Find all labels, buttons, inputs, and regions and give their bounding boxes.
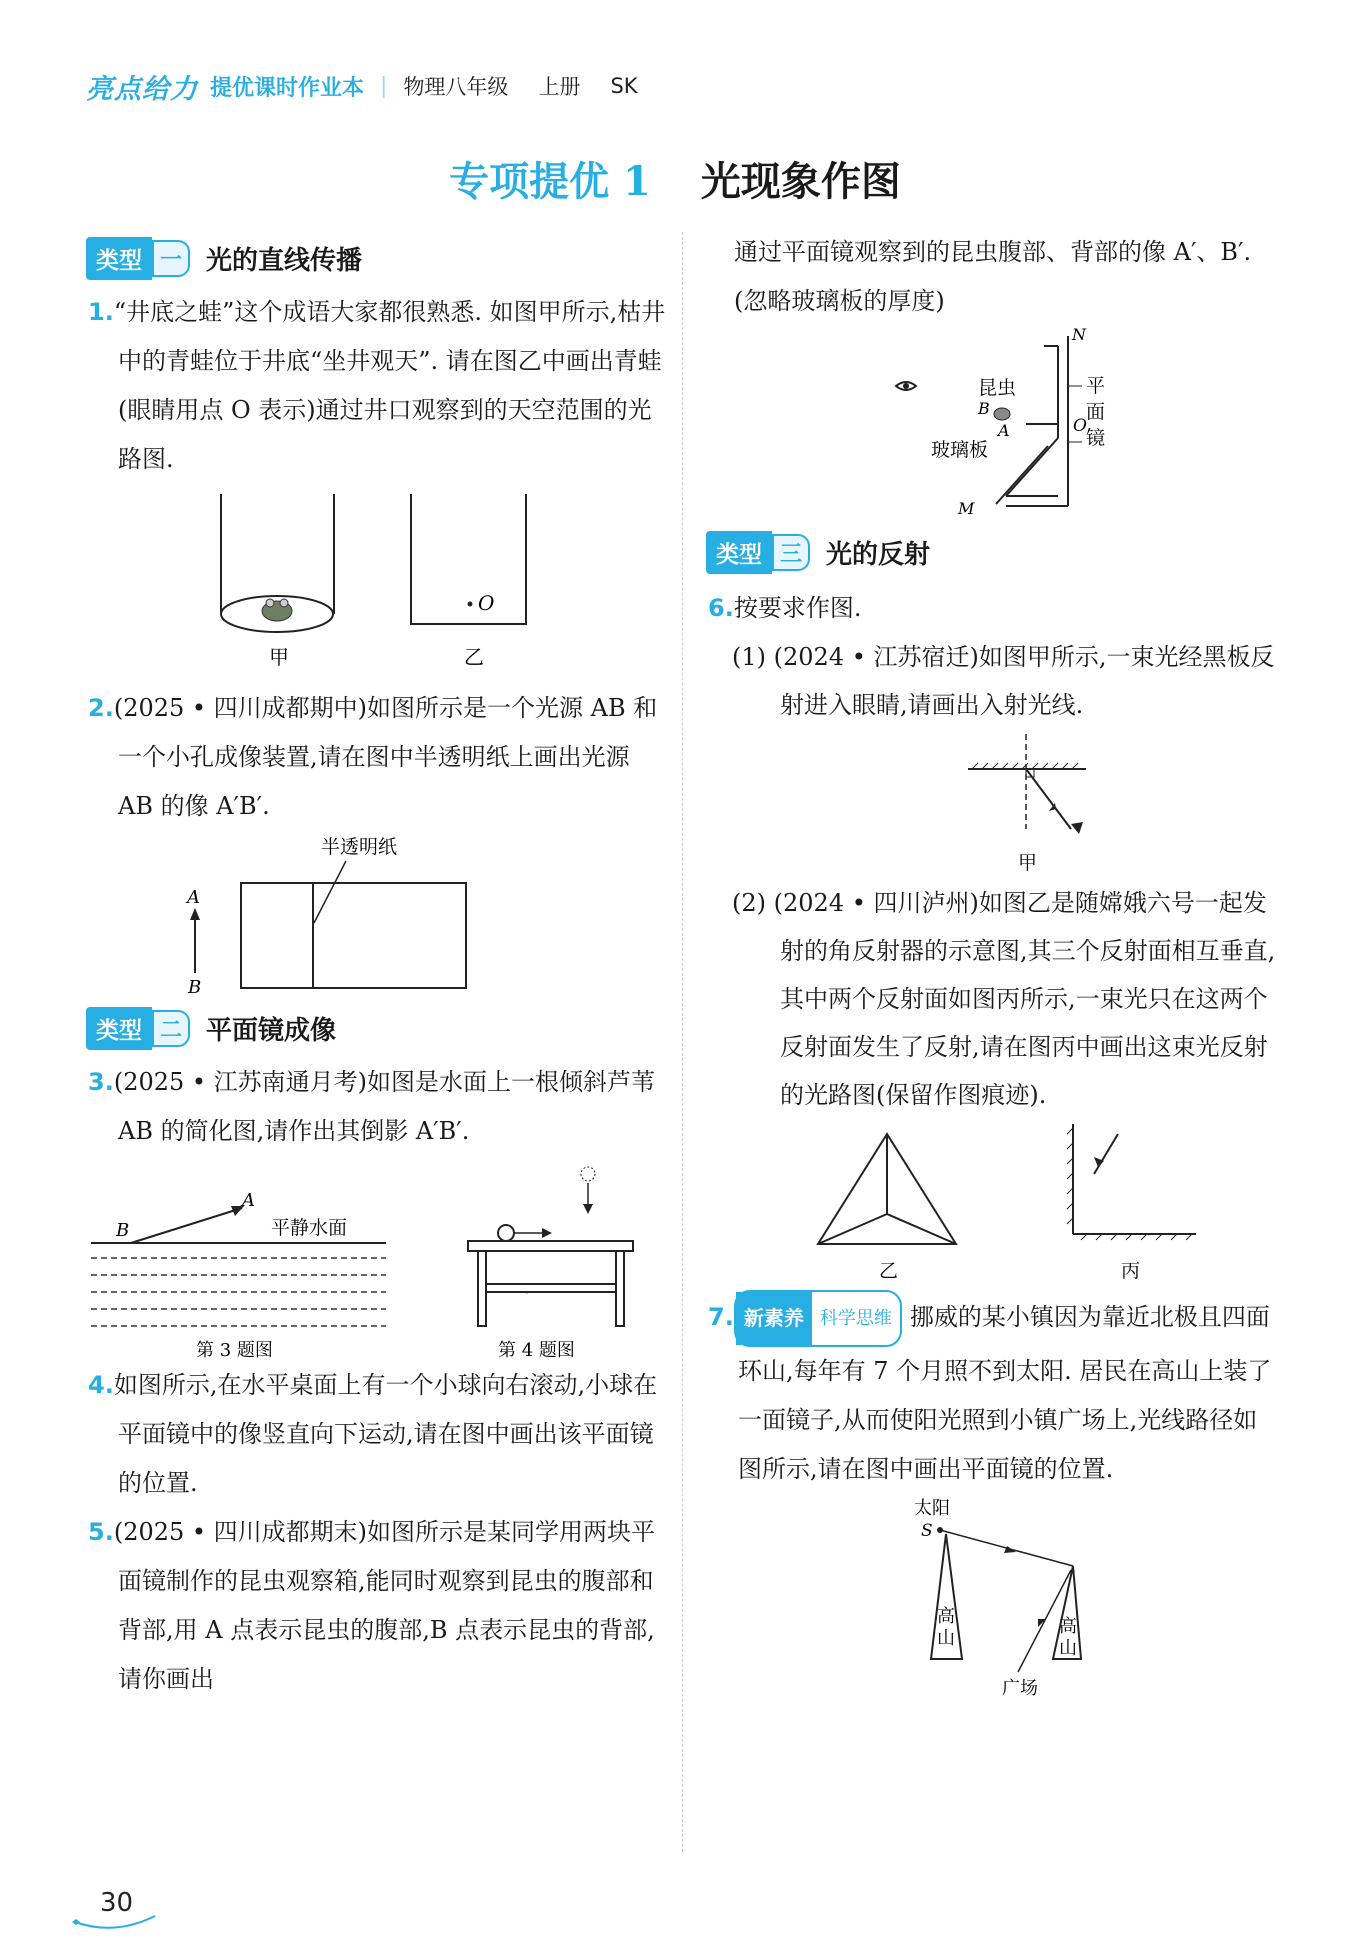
question-text: (2025 • 四川成都期中)如图所示是一个光源 AB 和一个小孔成像装置,请在图中半透明纸上画出光源 AB 的像 A′B′. <box>113 694 658 820</box>
reflector-hatch <box>1067 1128 1192 1240</box>
fig1-label-yi: 乙 <box>464 645 484 669</box>
header-edition: SK <box>610 74 638 98</box>
mount-bind-hidden: 高山 <box>526 1294 528 1295</box>
header-separator: | <box>380 73 388 99</box>
fig3-label-a: A <box>242 1190 255 1211</box>
type-heading-1 <box>86 232 666 284</box>
page-title <box>0 150 1350 207</box>
type-title: 平面镜成像 <box>206 1015 337 1046</box>
question-number: 3. <box>88 1068 114 1096</box>
figure-6-blackboard <box>726 729 1281 879</box>
box-front <box>241 883 313 988</box>
fig6b-caption-bing: 丙 <box>1121 1260 1141 1282</box>
eye-icon-6 <box>1071 822 1083 834</box>
fig3-label-b: B <box>116 1220 130 1241</box>
question-number: 2. <box>88 694 114 722</box>
fig1-label-jia: 甲 <box>269 645 289 669</box>
eye-pupil <box>903 383 909 389</box>
label-a: A <box>187 887 200 908</box>
water-label: 平静水面 <box>271 1217 348 1239</box>
table-leg-right <box>616 1251 624 1326</box>
reed-ab <box>131 1208 242 1243</box>
question-6 <box>706 584 1281 633</box>
sun-label: 太阳 <box>914 1498 950 1519</box>
question-text: 通过平面镜观察到的昆虫腹部、背部的像 A′、B′. (忽略玻璃板的厚度) <box>734 238 1252 315</box>
table-leg-left <box>478 1251 486 1326</box>
question-number: 7. <box>708 1303 734 1331</box>
question-number: 5. <box>88 1518 114 1546</box>
question-3 <box>86 1058 666 1156</box>
question-1 <box>86 288 666 484</box>
glass-label: 玻璃板 <box>931 439 989 461</box>
type-number: 一 <box>152 240 190 277</box>
source-arrow <box>190 908 200 920</box>
ball-icon <box>498 1225 514 1241</box>
type-number: 二 <box>152 1010 190 1047</box>
label-b: B <box>188 977 202 998</box>
point-o <box>468 602 473 607</box>
fig4-caption: 第 4 题图 <box>498 1340 575 1361</box>
table-top <box>468 1241 633 1251</box>
figure-2-pinhole <box>86 831 666 996</box>
figure-3-4 <box>86 1156 666 1361</box>
box-back <box>313 883 466 988</box>
column-divider <box>682 232 683 1852</box>
label-a5: A <box>998 421 1010 440</box>
question-text: 按要求作图. <box>733 594 862 622</box>
title-topic: 光现象作图 <box>700 158 901 205</box>
figure-6-corner-reflector <box>726 1119 1281 1284</box>
label-b5: B <box>978 399 990 418</box>
ball-image-icon <box>581 1167 595 1181</box>
question-text: 挪威的某小镇因为靠近北极且四面环山,每年有 7 个月照不到太阳. 居民在高山上装了一面镜子,从而使阳光照到小镇广场上,光线路径如图所示,请在图中画出平面镜的位置. <box>738 1303 1272 1483</box>
square-label: 广场 <box>1002 1678 1038 1699</box>
insect-label: 昆虫 <box>978 377 1017 399</box>
new-literacy-badge: 新素养 科学思维 <box>734 1290 902 1347</box>
label-m: M <box>958 499 975 518</box>
question-text: “井底之蛙”这个成语大家都很熟悉. 如图甲所示,枯井中的青蛙位于井底“坐井观天”. 请在图乙中画出青蛙(眼睛用点 O 表示)通过井口观察到的天空范围的光路图. <box>113 298 666 473</box>
frog-icon <box>262 599 292 621</box>
question-6-1 <box>726 633 1281 729</box>
question-4 <box>86 1361 666 1508</box>
question-number: 4. <box>88 1371 114 1399</box>
question-number: 6. <box>708 594 734 622</box>
type-badge: 类型 <box>86 237 152 280</box>
type-title: 光的反射 <box>826 539 931 570</box>
question-5 <box>86 1508 666 1704</box>
figure-5-insect-box <box>726 326 1281 526</box>
ball-motion-head <box>542 1228 552 1238</box>
question-text: (2025 • 四川成都期末)如图所示是某同学用两块平面镜制作的昆虫观察箱,能同时观察到昆虫的腹部和背部,用 A 点表示昆虫的腹部,B 点表示昆虫的背部,请你画出 <box>113 1518 656 1693</box>
page-header <box>86 66 668 106</box>
brand-logo: 亮点给力 <box>86 73 198 105</box>
label-o5: O <box>1073 416 1087 436</box>
water-dashes <box>91 1258 386 1326</box>
question-2 <box>86 684 666 831</box>
question-number: 1. <box>88 298 114 326</box>
fig6b-caption-yi: 乙 <box>879 1260 899 1282</box>
paper-pointer <box>314 861 346 923</box>
question-text: (2025 • 江苏南通月考)如图是水面上一根倾斜芦苇 AB 的简化图,请作出其倒影 A′B′. <box>113 1068 656 1145</box>
fig6a-caption: 甲 <box>1018 852 1038 874</box>
type-heading-2 <box>86 1002 666 1054</box>
label-n: N <box>1072 325 1086 344</box>
reflected-ray <box>1026 769 1071 829</box>
type-badge: 类型 <box>86 1007 152 1050</box>
question-7 <box>706 1290 1281 1494</box>
point-o-label: O <box>478 591 495 615</box>
type-title: 光的直线传播 <box>206 245 363 276</box>
figure-1-well <box>86 484 666 684</box>
header-volume: 上册 <box>538 75 581 99</box>
type-number: 三 <box>772 534 810 571</box>
question-text: 如图所示,在水平桌面上有一个小球向右滚动,小球在平面镜中的像竖直向下运动,请在图中画出该平面镜的位置. <box>113 1371 658 1497</box>
mirror-label-3: 镜 <box>1086 427 1106 449</box>
type-badge: 类型 <box>706 531 772 574</box>
mirror-slant <box>1006 438 1058 496</box>
image-motion-head <box>583 1204 593 1214</box>
header-subject: 物理八年级 <box>403 75 509 99</box>
mountain-left-label: 高山 <box>937 1606 955 1649</box>
mountain-right-label: 高山 <box>1059 1616 1077 1659</box>
book-subtitle: 提优课时作业本 <box>210 75 365 101</box>
title-section: 专项提优 1 <box>449 158 651 205</box>
question-text: (1) (2024 • 江苏宿迁)如图甲所示,一束光经黑板反射进入眼睛,请画出入射光线. <box>732 643 1275 719</box>
fig3-caption: 第 3 题图 <box>196 1340 273 1361</box>
type-heading-3 <box>706 526 1281 578</box>
left-column <box>86 232 666 1704</box>
mirror-label-1: 平 <box>1086 375 1106 397</box>
s-label: S <box>921 1521 933 1541</box>
question-text: (2) (2024 • 四川泸州)如图乙是随嫦娥六号一起发射的角反射器的示意图,其三个反射面相互垂直,其中两个反射面如图丙所示,一束光只在这两个反射面发生了反射,请在图丙中画出这束光反射的光路图(保留作图痕迹). <box>732 889 1276 1109</box>
paper-label: 半透明纸 <box>321 836 398 858</box>
question-6-2 <box>726 879 1281 1119</box>
insect-icon <box>994 408 1010 420</box>
incident-ray <box>1094 1134 1118 1174</box>
question-5-continued <box>726 228 1281 326</box>
page-number: 30 <box>100 1888 134 1918</box>
mirror-label-2: 面 <box>1086 401 1106 423</box>
